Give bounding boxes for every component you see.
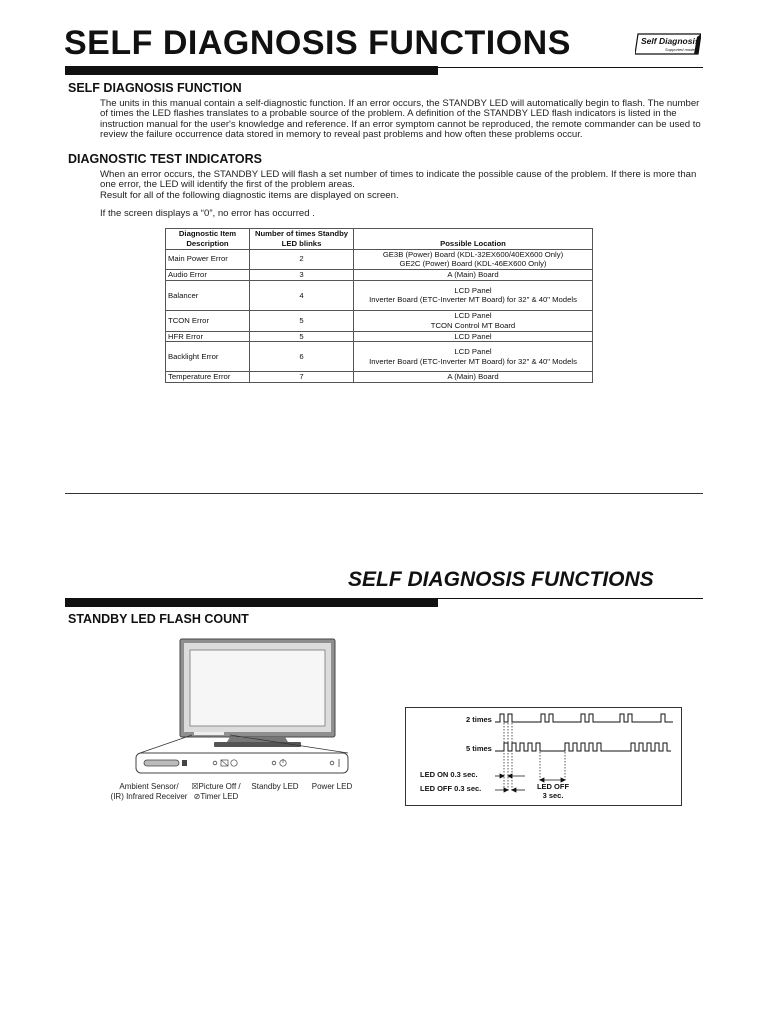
paragraph-line: The units in this manual contain a self-diagnostic function. If an error occurs, the STANDBY LED will automatically begin to flash. The number [100,98,700,109]
header-led-blinks [250,229,354,250]
cell-blinks: 5 [250,331,354,342]
table-row [166,249,593,270]
location-line: A (Main) Board [447,270,499,280]
arrow-head [500,774,504,778]
no-error-note: If the screen displays a “0”, no error has occurred . [100,208,315,219]
cell-blinks: 7 [250,372,354,383]
location-line: LCD Panel [454,331,492,341]
wave-label-led-on: LED ON 0.3 sec. [420,770,478,779]
header-possible-location: Possible Location [354,229,593,250]
power-led-label: Power LED [311,782,353,791]
location-line: Inverter Board (ETC-Inverter MT Board) for 32" & 40" Models [369,295,577,305]
timing-arrows [495,774,565,792]
cell-item: Backlight Error [166,342,250,372]
cell-location [354,331,593,342]
label-line: (IR) Infrared Receiver [110,792,188,801]
location-line: GE2C (Power) Board (KDL-46EX600 Only) [399,259,547,269]
wave-label-2-times: 2 times [466,715,492,724]
page2-bar [65,598,438,607]
paragraph-line: When an error occurs, the STANDBY LED will flash a set number of times to indicate the possible cause of the problem. If there is more than [100,169,697,180]
tv-illustration [110,636,355,776]
arrow-head [561,778,565,782]
location-line: LCD Panel [454,347,492,357]
table-row [166,280,593,310]
cell-item: HFR Error [166,331,250,342]
ambient-sensor-icon [144,760,179,766]
badge-subtext: Supported model [665,47,696,52]
arrow-head [540,778,544,782]
label-line: ☒Picture Off / [191,782,241,791]
header-text: Description [186,238,229,248]
location-line: TCON Control MT Board [430,320,516,330]
section-heading-standby-led: STANDBY LED FLASH COUNT [68,612,249,626]
waveform-5-times [495,743,671,751]
table-row [166,331,593,342]
self-diagnosis-badge [635,33,701,55]
paragraph-line: review the failure occurrence data stored in memory to reveal past problems and how often these problems occur. [100,128,583,140]
zoom-line-left [140,735,192,753]
table-row [166,372,593,383]
cell-blinks: 4 [250,280,354,310]
page-title: SELF DIAGNOSIS FUNCTIONS [64,24,571,62]
section2-paragraph [100,170,710,201]
table-row [166,310,593,331]
location-line: GE3B (Power) Board (KDL-32EX600/40EX600 Only) [382,249,564,259]
paragraph-line: one error, the LED will identify the first of the problem areas. [100,179,355,191]
arrow-head [508,774,512,778]
location-line: Inverter Board (ETC-Inverter MT Board) for 32" & 40" Models [369,356,577,366]
location-line: LCD Panel [454,310,492,320]
paragraph-line: instruction manual for the user's knowledge and reference. If an error symptom cannot be reproduced, the remote commander can be used to [100,118,701,130]
waveform-2-times [495,714,673,722]
cell-location [354,310,593,331]
standby-led-label: Standby LED [251,782,299,791]
label-line: Ambient Sensor/ [119,782,179,791]
label-line: LED OFF [536,782,570,791]
cell-location [354,249,593,270]
tv-stand-base [214,742,301,747]
header-text: Diagnostic Item [178,229,237,238]
tv-screen [190,650,325,726]
section1-paragraph [100,99,710,140]
waveform-svg [495,710,675,796]
cell-blinks: 3 [250,270,354,281]
cell-blinks: 5 [250,310,354,331]
table-header-row [166,229,593,250]
cell-blinks: 6 [250,342,354,372]
location-line: A (Main) Board [447,372,499,382]
cell-item: TCON Error [166,310,250,331]
cell-blinks: 2 [250,249,354,270]
ambient-sensor-label [103,782,195,802]
paragraph-line: Result for all of the following diagnostic items are displayed on screen. [100,189,399,201]
cell-item: Main Power Error [166,249,250,270]
tv-label-strip [194,732,224,735]
label-line: ⊘Timer LED [193,792,239,801]
diagnostic-table [165,228,593,383]
badge-text: Self Diagnosis [641,36,700,46]
wave-label-led-off: LED OFF 0.3 sec. [420,784,482,793]
page2-title: SELF DIAGNOSIS FUNCTIONS [348,568,654,591]
header-text: Number of times Standby [254,229,349,238]
header-text: LED blinks [281,238,322,248]
section-heading-self-diagnosis: SELF DIAGNOSIS FUNCTION [68,81,242,95]
wave-label-5-times: 5 times [466,744,492,753]
page-divider [65,493,703,494]
cell-item: Audio Error [166,270,250,281]
arrow-head [504,788,508,792]
arrow-head [512,788,516,792]
location-line: LCD Panel [454,285,492,295]
table-row [166,342,593,372]
picture-off-timer-label [185,782,247,802]
cell-item: Balancer [166,280,250,310]
table-row [166,270,593,281]
cell-location [354,270,593,281]
cell-location [354,342,593,372]
paragraph-line: of times the LED flashes translates to a probable source of the problem. A definition of the STANDBY LED flash indicators is listed in the [100,108,677,120]
header-bar [65,66,438,75]
header-diagnostic-item [166,229,250,250]
cell-item: Temperature Error [166,372,250,383]
cell-location [354,372,593,383]
cell-location [354,280,593,310]
section-heading-diagnostic-test: DIAGNOSTIC TEST INDICATORS [68,152,262,166]
ir-receiver-icon [182,760,187,766]
label-line: 3 sec. [542,791,564,800]
